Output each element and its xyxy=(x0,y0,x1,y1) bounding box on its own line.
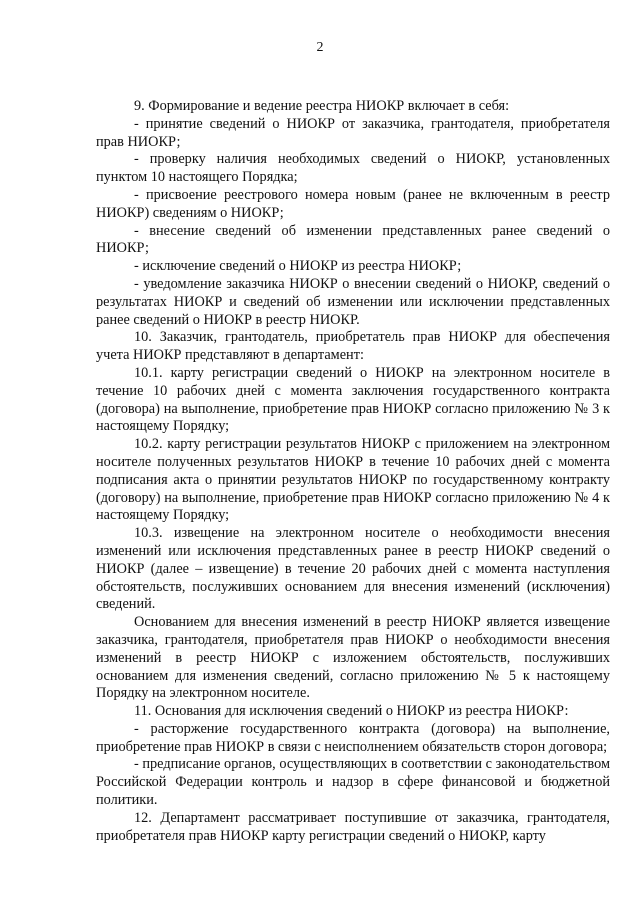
list-item: - присвоение реестрового номера новым (ранее не включенным в реестр НИОКР) сведениям о НИОКР; xyxy=(96,186,610,221)
paragraph-10-heading: 10. Заказчик, грантодатель, приобретатель прав НИОКР для обеспечения учета НИОКР представляют в департамент: xyxy=(96,329,610,364)
paragraph-9-heading: 9. Формирование и ведение реестра НИОКР включает в себя: xyxy=(134,98,510,114)
document-body xyxy=(96,98,610,845)
list-item: - предписание органов, осуществляющих в соответствии с законодательством Российской Федерации контроль и надзор в сфере финансовой и бюджетной политики. xyxy=(96,756,610,809)
paragraph-10-3: 10.3. извещение на электронном носителе о необходимости внесения изменений или исключения представленных ранее в реестр НИОКР сведений о НИОКР (далее – извещение) в течение 20 рабочих дней с момента наступления обстоятельств, послуживших основанием для внесения изменений (исключения) сведений. xyxy=(96,525,610,613)
list-item: - проверку наличия необходимых сведений о НИОКР, установленных пунктом 10 настоящего Порядка; xyxy=(96,151,610,186)
list-item: - внесение сведений об изменении представленных ранее сведений о НИОКР; xyxy=(96,222,610,257)
list-item: - исключение сведений о НИОКР из реестра НИОКР; xyxy=(134,258,462,275)
page-number: 2 xyxy=(316,40,324,55)
paragraph-12: 12. Департамент рассматривает поступившие от заказчика, грантодателя, приобретателя прав НИОКР карту регистрации сведений о НИОКР, карту xyxy=(96,809,610,844)
paragraph-11-heading: 11. Основания для исключения сведений о НИОКР из реестра НИОКР: xyxy=(134,703,569,720)
paragraph-10-1: 10.1. карту регистрации сведений о НИОКР на электронном носителе в течение 10 рабочих дней с момента заключения государственного контракта (договора) на выполнение, приобретение прав НИОКР согласно приложению № 3 к настоящему Порядку; xyxy=(96,364,610,435)
list-item: - уведомление заказчика НИОКР о внесении сведений о НИОКР, сведений о результатах НИОКР и сведений об изменении или исключении представленных ранее сведений о НИОКР в реестр НИОКР. xyxy=(96,275,610,328)
list-item: - расторжение государственного контракта (договора) на выполнение, приобретение прав НИОКР в связи с неисполнением обязательств сторон договора; xyxy=(96,720,610,755)
paragraph-10-2: 10.2. карту регистрации результатов НИОКР с приложением на электронном носителе полученных результатов НИОКР в течение 10 рабочих дней с момента подписания акта о принятии результатов НИОКР по государственному контракту (договору) на выполнение, приобретение прав НИОКР согласно приложению № 4 к настоящему Порядку; xyxy=(96,436,610,524)
paragraph-basis: Основанием для внесения изменений в реестр НИОКР является извещение заказчика, грантодателя, приобретателя прав НИОКР о необходимости внесения изменений в реестр НИОКР с изложением обстоятельств, послуживших основанием для изменения сведений, согласно приложению № 5 к настоящему Порядку на электронном носителе. xyxy=(96,614,610,702)
list-item: - принятие сведений о НИОКР от заказчика, грантодателя, приобретателя прав НИОКР; xyxy=(96,115,610,150)
